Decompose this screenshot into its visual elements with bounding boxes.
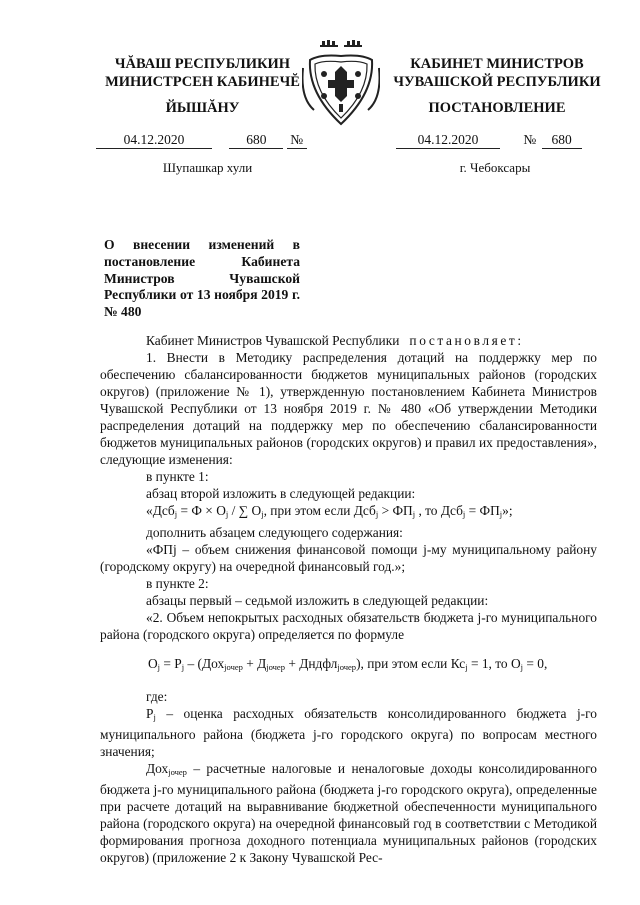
paragraph-5: дополнить абзацем следующего содержания: [146,524,403,540]
intro-spaced: постановляет: [409,333,524,348]
paragraph-6: «ФПj – объем снижения финансовой помощи j-му муниципальному району (городскому округу) на очередной финансовый год.»; [100,541,597,574]
right-number: 680 [542,132,582,149]
right-city: г. Чебоксары [459,160,531,175]
formula-dsb: «$Дсб_j = Ф \times О_j$ / ∑ $О_j$, при этом если $Дсб_j > ФП_j$ , то $Дсб_j = ФП_j$»; [146,503,513,520]
left-doc-kind: ЙЫШĂНУ [165,100,240,116]
intro-prefix: Кабинет Министров Чувашской Республики [146,333,400,348]
paragraph-10-text: – оценка расходных обязательств консолидированного бюджета j-го муниципального района (бюджета j-го городского округа) по вопросам местного значения; [100,705,597,760]
right-no-sign: № [523,132,537,147]
paragraph-11: Дох$_{jочер}$ – расчетные налоговые и неналоговые доходы консолидированного бюджета j-го муниципального района (бюджета j-го городского округа), определенные при расчете дотаций на выравнивание бюджетной обеспеченности муниципального района (городского округа) на очередной финансовый год в соответствии с Методикой формирования прогноза доходного потенциала муниципальных районов (городских округов) (приложение 2 к Закону Чувашской Рес- [100,761,597,866]
paragraph-11-text: – расчетные налоговые и неналоговые доходы консолидированного бюджета j-го муниципального района (бюджета j-го городского округа), определенные при расчете дотаций на выравнивание бюджетной обеспеченности муниципального района (городского округа) на очередной финансовый год в соответствии с Методикой формирования прогноза доходного потенциала муниципальных районов (городских округов) (приложение 2 к Закону Чувашской Рес- [100,761,597,866]
right-header-line2: ЧУВАШСКОЙ РЕСПУБЛИКИ [393,74,601,90]
paragraph-1: 1. Внести в Методику распределения дотаций на поддержку мер по обеспечению сбалансированности бюджетов муниципальных районов (городских округов) (приложение № 1), утвержденную постановлением Кабинета Министров Чувашской Республики от 13 ноября 2019 г. № 480 «Об утверждении Методики распределения дотаций на поддержку мер по обеспечению сбалансированности бюджетов муниципальных районов (городских округов) и правил их предоставления», следующие изменения: [100,350,597,468]
document-body [100,332,597,866]
right-header [372,55,622,91]
paragraph-3: абзац второй изложить в следующей редакции: [146,486,416,502]
left-no-sign: № [287,132,307,149]
right-date-number-line [396,132,582,149]
left-date-number-line [96,132,307,149]
right-date: 04.12.2020 [396,132,500,149]
formula-oj: $О_j = Р_j - (Дох_{jочер} + Д_{jочер}$ + Дндфл$_{jочер}$), при этом если $Кс_j = 1$, то $О_j = 0$, [148,655,548,672]
left-number: 680 [229,132,283,149]
left-header [85,55,320,91]
left-header-line2: МИНИСТРСЕН КАБИНЕЧĔ [105,74,300,90]
paragraph-9: «2. Объем непокрытых расходных обязательств бюджета j-го муниципального района (городского округа) определяется по формуле [100,609,597,642]
left-date: 04.12.2020 [96,132,212,149]
paragraph-10: $Р_j$ – оценка расходных обязательств консолидированного бюджета j-го муниципального района (бюджета j-го городского округа) по вопросам местного значения; [100,705,597,760]
document-subject: О внесении изменений в постановление Кабинета Министров Чувашской Республики от 13 ноября 2019 г. № 480 [104,237,300,320]
paragraph-2: в пункте 1: [146,469,209,485]
where-label: где: [146,688,168,704]
left-header-line1: ЧĂВАШ РЕСПУБЛИКИН [114,56,291,72]
right-header-line1: КАБИНЕТ МИНИСТРОВ [410,56,584,72]
left-city: Шупашкар хули [162,160,253,175]
right-doc-kind: ПОСТАНОВЛЕНИЕ [428,100,566,116]
intro-paragraph [100,332,597,349]
paragraph-8: абзацы первый – седьмой изложить в следующей редакции: [146,592,489,608]
paragraph-7: в пункте 2: [146,575,209,591]
